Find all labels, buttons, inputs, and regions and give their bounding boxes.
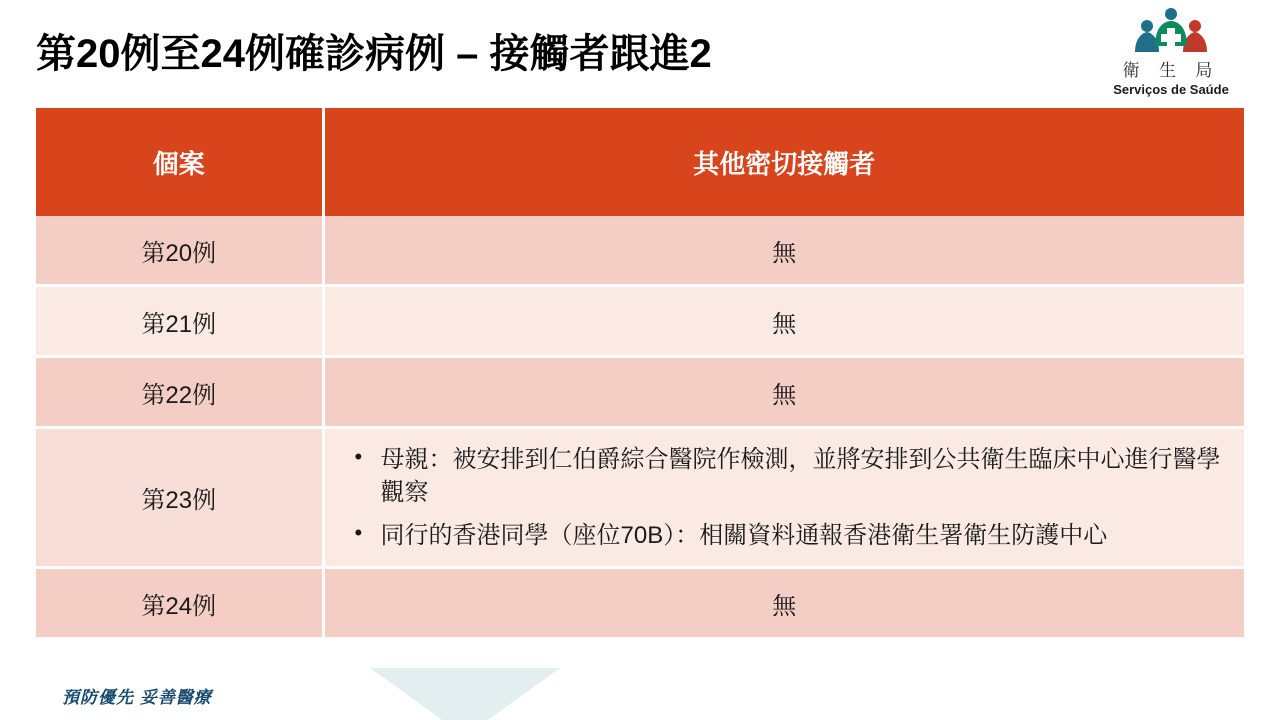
cell-case: 第24例 xyxy=(36,568,323,639)
page-title: 第20例至24例確診病例 – 接觸者跟進2 xyxy=(36,32,712,76)
contacts-table xyxy=(36,108,1244,640)
cell-case: 第21例 xyxy=(36,286,323,357)
table-row xyxy=(36,357,1244,428)
table-row xyxy=(36,568,1244,639)
cell-contacts: 無 xyxy=(323,216,1244,286)
cell-case: 第23例 xyxy=(36,428,323,568)
cell-contacts: 無 xyxy=(323,357,1244,428)
column-header-case: 個案 xyxy=(36,108,323,216)
table-row xyxy=(36,428,1244,568)
organization-logo xyxy=(1076,6,1266,97)
table-body xyxy=(36,216,1244,639)
table-row xyxy=(36,286,1244,357)
cell-case: 第20例 xyxy=(36,216,323,286)
logo-name-pt: Serviços de Saúde xyxy=(1113,82,1229,97)
health-bureau-emblem-icon xyxy=(1076,6,1266,58)
footer-decoration xyxy=(370,668,560,720)
cell-contacts: 無 xyxy=(323,568,1244,639)
footer-slogan: 預防優先 妥善醫療 xyxy=(62,688,212,707)
logo-name-cn: 衛 生 局 xyxy=(1122,61,1220,81)
table-header-row xyxy=(36,108,1244,216)
cell-contacts xyxy=(323,428,1244,568)
list-item: • 母親：被安排到仁伯爵綜合醫院作檢測，並將安排到公共衛生臨床中心進行醫學觀察 xyxy=(347,443,1227,509)
cell-case: 第22例 xyxy=(36,357,323,428)
column-header-contacts: 其他密切接觸者 xyxy=(323,108,1244,216)
list-item: • 同行的香港同學（座位70B）：相關資料通報香港衛生署衛生防護中心 xyxy=(347,519,1227,552)
cell-contacts: 無 xyxy=(323,286,1244,357)
contacts-bullet-list xyxy=(347,443,1227,552)
table-row xyxy=(36,216,1244,286)
table-header xyxy=(36,108,1244,216)
